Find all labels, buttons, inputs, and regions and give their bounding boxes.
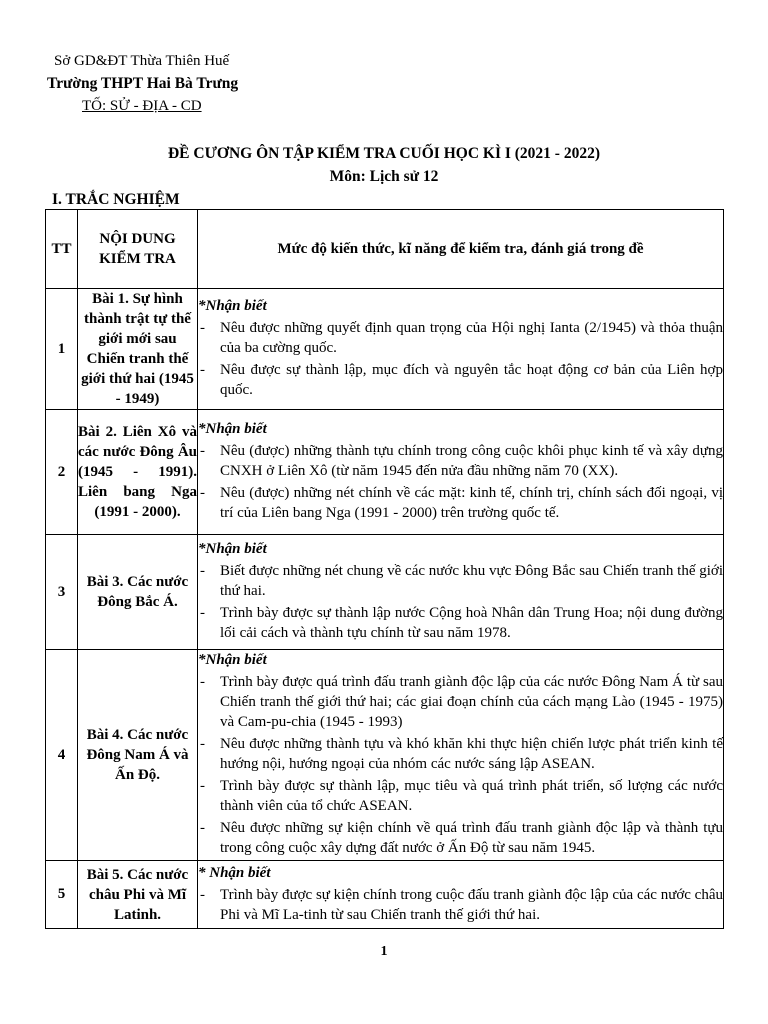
requirement-list (198, 561, 723, 643)
table-row (46, 289, 724, 410)
level-label: *Nhận biết (198, 421, 267, 437)
row-content: Bài 5. Các nước châu Phi và Mĩ Latinh. (78, 861, 198, 929)
table-body (46, 289, 724, 929)
school-name: Trường THPT Hai Bà Trưng (47, 75, 239, 92)
requirement-item: - Biết được những nét chung về các nước khu vực Đông Bắc sau Chiến tranh thế giới thứ hai. (198, 561, 723, 601)
requirement-item: - Nêu (được) những thành tựu chính trong công cuộc khôi phục kinh tế và xây dựng CNXH ở Liên Xô (từ năm 1945 đến nửa đầu những năm 70 (XX). (198, 441, 723, 481)
subject-line: Môn: Lịch sử 12 (329, 168, 439, 185)
requirement-item: - Nêu (được) những nét chính về các mặt: kinh tế, chính trị, chính sách đối ngoại, vị trí của Liên bang Nga (1991 - 2000) trên trường quốc tế. (198, 483, 723, 523)
section-heading: I. TRẮC NGHIỆM (52, 191, 180, 208)
row-number: 2 (46, 410, 78, 535)
row-requirements (198, 410, 724, 535)
table-row (46, 410, 724, 535)
department-name: Sở GD&ĐT Thừa Thiên Huế (54, 53, 230, 69)
level-label: *Nhận biết (198, 652, 267, 668)
requirement-item: - Trình bày được sự kiện chính trong cuộc đấu tranh giành độc lập của các nước châu Phi và Mĩ La-tinh từ sau Chiến tranh thế giới thứ hai. (198, 885, 723, 925)
row-requirements (198, 535, 724, 650)
header-level: Mức độ kiến thức, kĩ năng để kiểm tra, đánh giá trong đề (198, 210, 724, 289)
table-row (46, 535, 724, 650)
row-requirements (198, 861, 724, 929)
content-table (45, 209, 724, 929)
header-tt: TT (46, 210, 78, 289)
row-number: 3 (46, 535, 78, 650)
requirement-list (198, 318, 723, 400)
requirement-list (198, 672, 723, 858)
table-row (46, 650, 724, 861)
page-number: 1 (380, 944, 388, 959)
row-number: 5 (46, 861, 78, 929)
requirement-item: - Nêu được những thành tựu và khó khăn khi thực hiện chiến lược phát triển kinh tế hướng nội, hướng ngoại của nhóm các nước sáng lập ASEAN. (198, 734, 723, 774)
row-content: Bài 3. Các nước Đông Bắc Á. (78, 535, 198, 650)
table-row (46, 861, 724, 929)
document-title: ĐỀ CƯƠNG ÔN TẬP KIỂM TRA CUỐI HỌC KÌ I (2021 - 2022) (167, 145, 601, 162)
requirement-item: - Trình bày được sự thành lập nước Cộng hoà Nhân dân Trung Hoa; nội dung đường lối cải cách và thành tựu chính từ sau năm 1978. (198, 603, 723, 643)
requirement-item: - Nêu được những sự kiện chính về quá trình đấu tranh giành độc lập và thành tựu trong công cuộc xây dựng đất nước ở Ấn Độ từ sau năm 1945. (198, 818, 723, 858)
level-label: * Nhận biết (198, 864, 271, 881)
requirement-item: - Trình bày được quá trình đấu tranh giành độc lập của các nước Đông Nam Á từ sau Chiến tranh thế giới thứ hai; các giai đoạn chính của cách mạng Lào (1945 - 1975) và Cam-pu-chia (1945 - 1993) (198, 672, 723, 732)
row-content: Bài 1. Sự hình thành trật tự thế giới mới sau Chiến tranh thế giới thứ hai (1945 - 1949) (78, 289, 198, 410)
row-content: Bài 4. Các nước Đông Nam Á và Ấn Độ. (78, 650, 198, 861)
row-content: Bài 2. Liên Xô và các nước Đông Âu (1945 - 1991). Liên bang Nga (1991 - 2000). (78, 410, 198, 535)
level-label: *Nhận biết (198, 541, 267, 557)
requirement-item: - Trình bày được sự thành lập, mục tiêu và quá trình phát triển, số lượng các nước thành viên của tổ chức ASEAN. (198, 776, 723, 816)
row-requirements (198, 650, 724, 861)
requirement-item: - Nêu được sự thành lập, mục đích và nguyên tắc hoạt động cơ bản của Liên hợp quốc. (198, 360, 723, 400)
requirement-list (198, 885, 723, 925)
requirement-list (198, 441, 723, 523)
table-header-row (46, 210, 724, 289)
header-content: NỘI DUNG KIỂM TRA (78, 210, 198, 289)
row-number: 4 (46, 650, 78, 861)
row-number: 1 (46, 289, 78, 410)
level-label: *Nhận biết (198, 298, 267, 314)
requirement-item: - Nêu được những quyết định quan trọng của Hội nghị Ianta (2/1945) và thỏa thuận của ba cường quốc. (198, 318, 723, 358)
row-requirements (198, 289, 724, 410)
subject-group: TỐ: SỬ - ĐỊA - CD (82, 98, 202, 114)
